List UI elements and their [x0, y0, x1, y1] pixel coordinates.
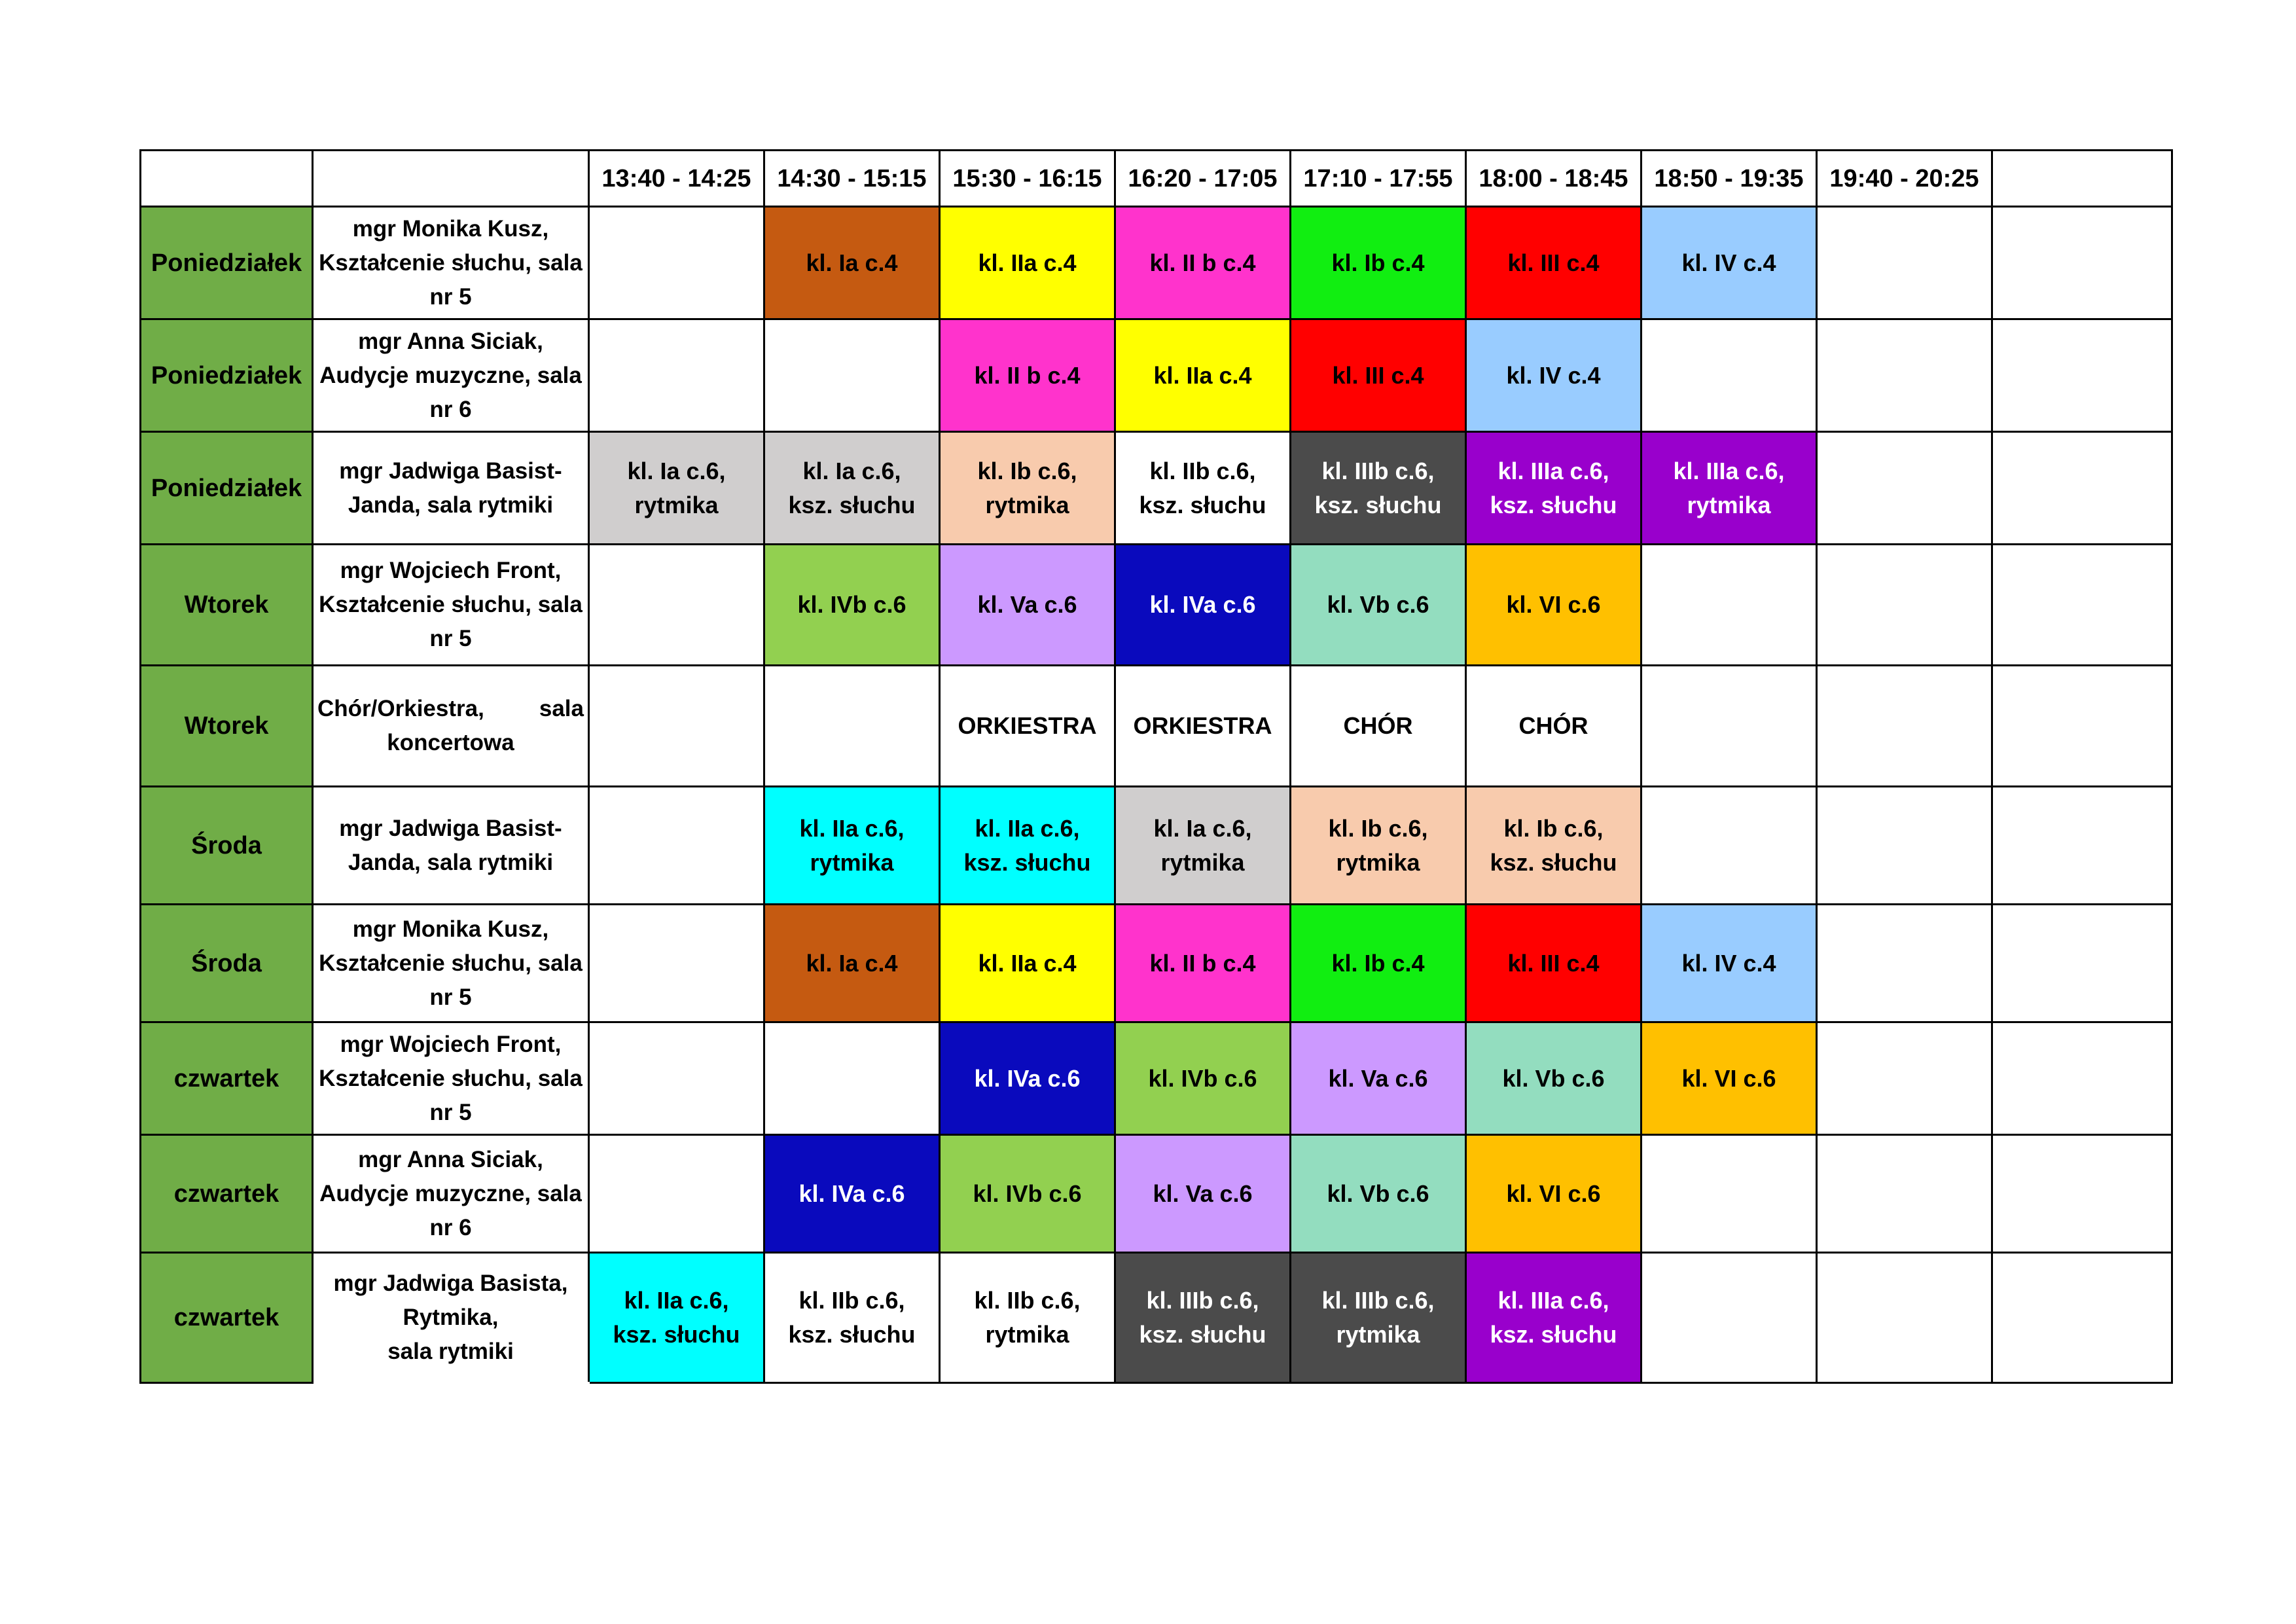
header-row: [141, 151, 2172, 207]
lesson-cell: [1992, 666, 2172, 787]
lesson-cell: kl. IVb c.6: [940, 1135, 1115, 1253]
lesson-cell: [1992, 319, 2172, 432]
lesson-cell: kl. Ib c.6, rytmika: [940, 432, 1115, 545]
lesson-cell: kl. III c.4: [1466, 905, 1641, 1022]
lesson-cell: [1992, 207, 2172, 319]
lesson-cell: kl. IIa c.4: [940, 905, 1115, 1022]
lesson-cell: kl. Ib c.6, rytmika: [1291, 787, 1466, 905]
day-cell: Środa: [141, 787, 313, 905]
corner-cell: [141, 151, 313, 207]
lesson-cell: [589, 1135, 764, 1253]
lesson-cell: [764, 1022, 940, 1135]
day-cell: Wtorek: [141, 545, 313, 666]
lesson-cell: kl. III c.4: [1466, 207, 1641, 319]
lesson-cell: [1641, 319, 1817, 432]
lesson-cell: [1992, 1135, 2172, 1253]
lesson-cell: kl. III c.4: [1291, 319, 1466, 432]
teacher-cell: mgr Jadwiga Basist- Janda, sala rytmiki: [313, 432, 589, 545]
lesson-cell: [1817, 787, 1992, 905]
lesson-cell: kl. IIa c.6, ksz. słuchu: [940, 787, 1115, 905]
lesson-cell: kl. IIIb c.6, ksz. słuchu: [1291, 432, 1466, 545]
schedule-row: [141, 319, 2172, 432]
lesson-cell: [1641, 1135, 1817, 1253]
lesson-cell: kl. Ia c.6, ksz. słuchu: [764, 432, 940, 545]
day-cell: Wtorek: [141, 666, 313, 787]
lesson-cell: kl. Vb c.6: [1291, 545, 1466, 666]
schedule-row: [141, 207, 2172, 319]
lesson-cell: [1817, 1253, 1992, 1383]
lesson-cell: [1817, 545, 1992, 666]
lesson-cell: [1817, 1022, 1992, 1135]
lesson-cell: kl. II b c.4: [940, 319, 1115, 432]
lesson-cell: kl. Ib c.6, ksz. słuchu: [1466, 787, 1641, 905]
schedule-row: [141, 1022, 2172, 1135]
lesson-cell: kl. IIb c.6, ksz. słuchu: [764, 1253, 940, 1383]
lesson-cell: kl. IIIa c.6, rytmika: [1641, 432, 1817, 545]
schedule-table: [139, 149, 2173, 1384]
schedule-row: [141, 1253, 2172, 1383]
lesson-cell: [589, 787, 764, 905]
schedule-row: [141, 787, 2172, 905]
teacher-header-cell: [313, 151, 589, 207]
schedule-row: [141, 666, 2172, 787]
lesson-cell: [589, 545, 764, 666]
time-slot-header: 18:00 - 18:45: [1466, 151, 1641, 207]
lesson-cell: CHÓR: [1291, 666, 1466, 787]
lesson-cell: kl. Ia c.4: [764, 905, 940, 1022]
lesson-cell: kl. Ib c.4: [1291, 905, 1466, 1022]
teacher-cell: mgr Anna Siciak, Audycje muzyczne, sala nr 6: [313, 319, 589, 432]
lesson-cell: kl. Vb c.6: [1291, 1135, 1466, 1253]
lesson-cell: kl. IVa c.6: [1115, 545, 1291, 666]
schedule-row: [141, 1135, 2172, 1253]
time-slot-header: [1992, 151, 2172, 207]
schedule-row: [141, 905, 2172, 1022]
lesson-cell: kl. Va c.6: [940, 545, 1115, 666]
teacher-cell: mgr Jadwiga Basista, Rytmika, sala rytmiki: [313, 1253, 589, 1383]
day-cell: Poniedziałek: [141, 319, 313, 432]
lesson-cell: kl. IV c.4: [1641, 207, 1817, 319]
lesson-cell: kl. IVa c.6: [940, 1022, 1115, 1135]
lesson-cell: kl. IV c.4: [1466, 319, 1641, 432]
lesson-cell: [589, 905, 764, 1022]
lesson-cell: kl. Ib c.4: [1291, 207, 1466, 319]
time-slot-header: 14:30 - 15:15: [764, 151, 940, 207]
lesson-cell: [1817, 666, 1992, 787]
time-slot-header: 18:50 - 19:35: [1641, 151, 1817, 207]
lesson-cell: [1641, 787, 1817, 905]
lesson-cell: kl. VI c.6: [1641, 1022, 1817, 1135]
lesson-cell: kl. Vb c.6: [1466, 1022, 1641, 1135]
lesson-cell: kl. Va c.6: [1115, 1135, 1291, 1253]
lesson-cell: kl. IIa c.6, ksz. słuchu: [589, 1253, 764, 1383]
lesson-cell: [1992, 787, 2172, 905]
lesson-cell: ORKIESTRA: [1115, 666, 1291, 787]
lesson-cell: kl. IVa c.6: [764, 1135, 940, 1253]
lesson-cell: kl. IIa c.4: [1115, 319, 1291, 432]
day-cell: czwartek: [141, 1253, 313, 1383]
lesson-cell: kl. Ia c.4: [764, 207, 940, 319]
teacher-cell: mgr Anna Siciak, Audycje muzyczne, sala nr 6: [313, 1135, 589, 1253]
lesson-cell: [1992, 1253, 2172, 1383]
lesson-cell: CHÓR: [1466, 666, 1641, 787]
lesson-cell: kl. IIb c.6, ksz. słuchu: [1115, 432, 1291, 545]
teacher-cell: mgr Jadwiga Basist- Janda, sala rytmiki: [313, 787, 589, 905]
lesson-cell: kl. IIa c.4: [940, 207, 1115, 319]
lesson-cell: kl. Va c.6: [1291, 1022, 1466, 1135]
lesson-cell: [1992, 432, 2172, 545]
day-cell: Poniedziałek: [141, 432, 313, 545]
teacher-cell: mgr Wojciech Front, Kształcenie słuchu, sala nr 5: [313, 1022, 589, 1135]
time-slot-header: 15:30 - 16:15: [940, 151, 1115, 207]
time-slot-header: 16:20 - 17:05: [1115, 151, 1291, 207]
lesson-cell: kl. IVb c.6: [1115, 1022, 1291, 1135]
lesson-cell: kl. IIa c.6, rytmika: [764, 787, 940, 905]
lesson-cell: kl. Ia c.6, rytmika: [1115, 787, 1291, 905]
lesson-cell: [764, 319, 940, 432]
lesson-cell: kl. II b c.4: [1115, 207, 1291, 319]
lesson-cell: [764, 666, 940, 787]
lesson-cell: kl. VI c.6: [1466, 1135, 1641, 1253]
lesson-cell: kl. Ia c.6, rytmika: [589, 432, 764, 545]
time-slot-header: 13:40 - 14:25: [589, 151, 764, 207]
schedule-row: [141, 432, 2172, 545]
lesson-cell: kl. IIIb c.6, ksz. słuchu: [1115, 1253, 1291, 1383]
lesson-cell: kl. IIIb c.6, rytmika: [1291, 1253, 1466, 1383]
lesson-cell: kl. II b c.4: [1115, 905, 1291, 1022]
lesson-cell: [1641, 545, 1817, 666]
lesson-cell: [1817, 905, 1992, 1022]
time-slot-header: 19:40 - 20:25: [1817, 151, 1992, 207]
lesson-cell: kl. IIb c.6, rytmika: [940, 1253, 1115, 1383]
schedule-row: [141, 545, 2172, 666]
lesson-cell: [1992, 1022, 2172, 1135]
lesson-cell: kl. IIIa c.6, ksz. słuchu: [1466, 432, 1641, 545]
teacher-cell: mgr Wojciech Front, Kształcenie słuchu, sala nr 5: [313, 545, 589, 666]
lesson-cell: [1817, 1135, 1992, 1253]
teacher-cell: Chór/Orkiestra, sala koncertowa: [313, 666, 589, 787]
day-cell: Poniedziałek: [141, 207, 313, 319]
day-cell: czwartek: [141, 1135, 313, 1253]
lesson-cell: [1992, 545, 2172, 666]
day-cell: czwartek: [141, 1022, 313, 1135]
time-slot-header: 17:10 - 17:55: [1291, 151, 1466, 207]
lesson-cell: [589, 666, 764, 787]
lesson-cell: [589, 207, 764, 319]
lesson-cell: [1641, 1253, 1817, 1383]
day-cell: Środa: [141, 905, 313, 1022]
lesson-cell: [1641, 666, 1817, 787]
lesson-cell: kl. IVb c.6: [764, 545, 940, 666]
lesson-cell: [1992, 905, 2172, 1022]
lesson-cell: [589, 1022, 764, 1135]
lesson-cell: [589, 319, 764, 432]
lesson-cell: [1817, 207, 1992, 319]
lesson-cell: [1817, 432, 1992, 545]
teacher-cell: mgr Monika Kusz, Kształcenie słuchu, sala nr 5: [313, 207, 589, 319]
lesson-cell: kl. IV c.4: [1641, 905, 1817, 1022]
lesson-cell: kl. VI c.6: [1466, 545, 1641, 666]
teacher-cell: mgr Monika Kusz, Kształcenie słuchu, sala nr 5: [313, 905, 589, 1022]
lesson-cell: kl. IIIa c.6, ksz. słuchu: [1466, 1253, 1641, 1383]
lesson-cell: ORKIESTRA: [940, 666, 1115, 787]
lesson-cell: [1817, 319, 1992, 432]
